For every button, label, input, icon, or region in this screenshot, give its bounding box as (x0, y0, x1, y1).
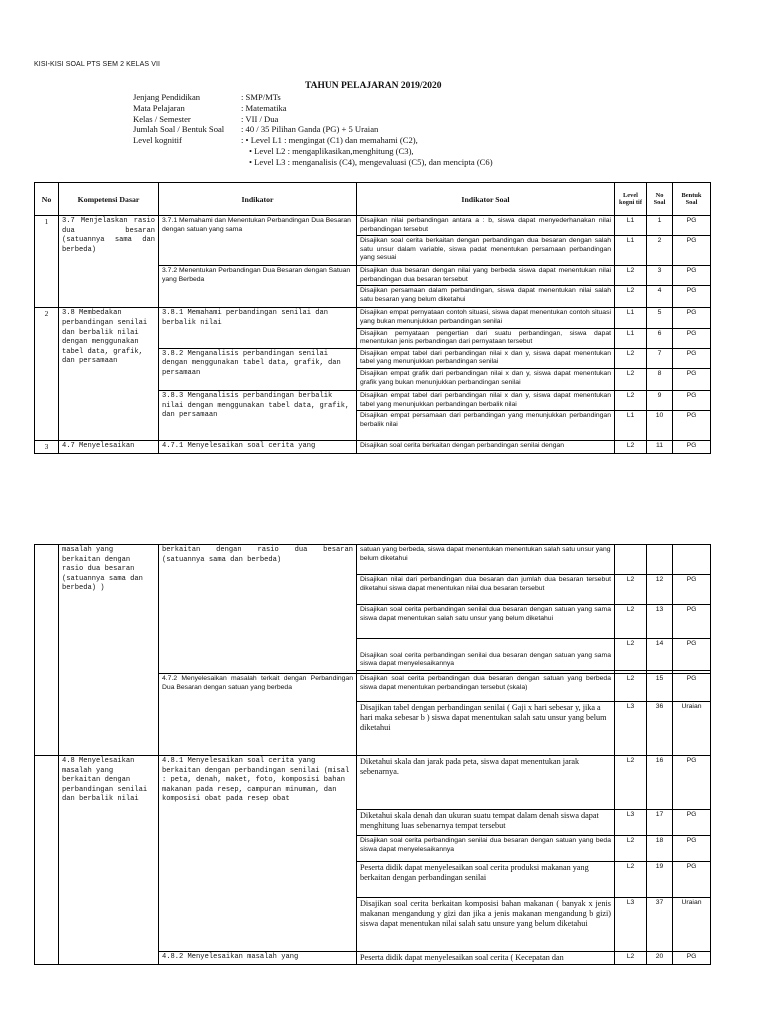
cell-bentuk: PG (673, 575, 711, 605)
cell-bentuk: PG (673, 862, 711, 898)
cell-indikator: 3.7.1 Memahami dan Menentukan Perbandingan Dua Besaran dengan satuan yang sama (159, 216, 357, 266)
cell-no-soal: 5 (647, 308, 673, 328)
cell-no (35, 545, 59, 756)
cell-no-soal: 11 (647, 441, 673, 454)
meta-row: • Level L2 : mengaplikasikan,menghitung (C3), (249, 145, 414, 156)
cell-kd: 3.7 Menjelaskan rasio dua besaran (satuannya sama dan berbeda) (59, 216, 159, 308)
header-indikator: Indikator (159, 183, 357, 216)
cell-indikator-soal: Disajikan soal cerita berkaitan dengan perbandingan dua besaran dengan salah satu unsur dalam variable, siswa padat menentukan persamaan perbandingan yang sesuai (357, 236, 615, 266)
meta-row: Mata Pelajaran : Matematika (133, 102, 287, 113)
cell-bentuk: PG (673, 411, 711, 441)
cell-kd: 4.8 Menyelesaikan masalah yang berkaitan dengan perbandingan senilai dan berbalik nilai (59, 756, 159, 965)
cell-indikator-soal: Disajikan soal cerita berkaitan komposisi bahan makanan ( banyak x jenis makanan mengandung y gizi dan jika a jenis makanan mengandung b gizi) siswa dapat menentukan nilai salah satu unsure yang belum diketahui (357, 898, 615, 952)
cell-bentuk: PG (673, 266, 711, 286)
cell-bentuk: PG (673, 348, 711, 368)
cell-indikator-soal: Diketahui skala dan jarak pada peta, siswa dapat menentukan jarak sebenarnya. (357, 756, 615, 810)
cell-bentuk: PG (673, 952, 711, 965)
cell-no-soal: 7 (647, 348, 673, 368)
cell-no-soal: 13 (647, 605, 673, 639)
cell-level: L1 (615, 328, 647, 348)
cell-kd: 3.8 Membedakan perbandingan senilai dan berbalik nilai dengan menggunakan tabel data, grafik, dan persamaan (59, 308, 159, 441)
cell-bentuk: PG (673, 368, 711, 390)
cell-indikator-soal: Disajikan soal cerita perbandingan senilai dua besaran dengan satuan yang sama siswa dapat menyelesaikannya (357, 639, 615, 671)
cell-level: L2 (615, 639, 647, 671)
cell-no-soal: 17 (647, 810, 673, 836)
cell-indikator-soal: satuan yang berbeda, siswa dapat menentukan menentukan salah satu unsur yang belum diketahui (357, 545, 615, 575)
meta-row: Jumlah Soal / Bentuk Soal : 40 / 35 Pilihan Ganda (PG) + 5 Uraian (133, 124, 379, 135)
cell-bentuk: Uraian (673, 898, 711, 952)
grid-table-page-2 (34, 544, 711, 965)
cell-bentuk: Uraian (673, 702, 711, 756)
cell-level: L2 (615, 605, 647, 639)
cell-indikator: 3.8.3 Menganalisis perbandingan berbalik nilai dengan menggunakan tabel data, grafik, dan persamaan (159, 390, 357, 440)
table-row (35, 756, 711, 810)
cell-indikator: 3.8.1 Memahami perbandingan senilai dan berbalik nilai (159, 308, 357, 348)
cell-no-soal: 4 (647, 286, 673, 308)
cell-no (35, 756, 59, 965)
cell-level: L1 (615, 216, 647, 236)
cell-no-soal: 1 (647, 216, 673, 236)
cell-no-soal: 15 (647, 674, 673, 702)
cell-no-soal (647, 545, 673, 575)
cell-no-soal: 19 (647, 862, 673, 898)
cell-level: L2 (615, 756, 647, 810)
grid-table-page-1 (34, 182, 711, 454)
cell-no-soal: 2 (647, 236, 673, 266)
cell-no: 3 (35, 441, 59, 454)
cell-level: L2 (615, 390, 647, 410)
header-no: No (35, 183, 59, 216)
cell-no-soal: 10 (647, 411, 673, 441)
cell-bentuk: PG (673, 236, 711, 266)
cell-level: L2 (615, 836, 647, 862)
cell-bentuk: PG (673, 390, 711, 410)
cell-indikator-soal: Disajikan pernyataan pengertian dari suatu perbandingan, siswa dapat menentukan jenis perbandingan dari pernyataan tersebut (357, 328, 615, 348)
cell-indikator-soal: Peserta didik dapat menyelesaikan soal cerita ( Kecepatan dan (357, 952, 615, 965)
cell-bentuk: PG (673, 216, 711, 236)
cell-no-soal: 36 (647, 702, 673, 756)
cell-no-soal: 14 (647, 639, 673, 671)
cell-bentuk: PG (673, 308, 711, 328)
cell-bentuk: PG (673, 286, 711, 308)
cell-bentuk: PG (673, 836, 711, 862)
cell-no: 2 (35, 308, 59, 441)
cell-level: L3 (615, 898, 647, 952)
cell-no-soal: 8 (647, 368, 673, 390)
cell-level: L1 (615, 411, 647, 441)
academic-year: TAHUN PELAJARAN 2019/2020 (305, 81, 442, 91)
cell-indikator: 4.8.1 Menyelesaikan soal cerita yang berkaitan dengan perbandingan senilai (misal : peta, denah, maket, foto, komposisi bahan makanan pada resep, campuran minuman, dan komposisi obat pada resep obat (159, 756, 357, 952)
cell-indikator-soal: Disajikan tabel dengan perbandingan senilai ( Gaji x hari sebesar y, jika a hari maka sebesar b ) siswa dapat menentukan salah satu unsur yang belum diketahui (357, 702, 615, 756)
cell-level: L2 (615, 266, 647, 286)
header-level: Level kogni tif (615, 183, 647, 216)
cell-level: L2 (615, 862, 647, 898)
header-bentuk: Bentuk Soal (673, 183, 711, 216)
cell-level: L1 (615, 308, 647, 328)
cell-no-soal: 18 (647, 836, 673, 862)
cell-indikator: 3.8.2 Menganalisis perbandingan senilai dengan menggunakan tabel data, grafik, dan persamaan (159, 348, 357, 390)
cell-no: 1 (35, 216, 59, 308)
cell-level (615, 545, 647, 575)
cell-kd: masalah yang berkaitan dengan rasio dua besaran (satuannya sama dan berbeda) ) (59, 545, 159, 756)
table-row (35, 308, 711, 328)
meta-row: Level kognitif : • Level L1 : mengingat (C1) dan memahami (C2), (133, 135, 418, 146)
cell-level: L1 (615, 236, 647, 266)
cell-indikator-soal: Disajikan empat grafik dari perbandingan nilai x dan y, siswa dapat menentukan grafik yang bukan menunjukkan perbandingan senilai (357, 368, 615, 390)
table-row (35, 216, 711, 236)
header-indikator-soal: Indikator Soal (357, 183, 615, 216)
cell-bentuk: PG (673, 639, 711, 671)
cell-indikator: 4.7.1 Menyelesaikan soal cerita yang (159, 441, 357, 454)
document-title: KISI-KISI SOAL PTS SEM 2 KELAS VII (34, 61, 161, 68)
cell-bentuk: PG (673, 328, 711, 348)
cell-level: L2 (615, 286, 647, 308)
cell-indikator: 4.7.2 Menyelesaikan masalah terkait dengan Perbandingan Dua Besaran dengan satuan yang berbeda (159, 674, 357, 756)
cell-no-soal: 9 (647, 390, 673, 410)
cell-indikator-soal: Disajikan nilai dari perbandingan dua besaran dan jumlah dua besaran tersebut diketahui siswa dapat menentukan nilai dua besaran tersebut (357, 575, 615, 605)
cell-indikator: 4.8.2 Menyelesaikan masalah yang (159, 952, 357, 965)
cell-kd: 4.7 Menyelesaikan (59, 441, 159, 454)
cell-indikator: 3.7.2 Menentukan Perbandingan Dua Besaran dengan Satuan yang Berbeda (159, 266, 357, 308)
table-header-row (35, 183, 711, 216)
meta-row: Kelas / Semester : VII / Dua (133, 113, 279, 124)
cell-indikator-soal: Disajikan soal cerita perbandingan senilai dua besaran dengan satuan yang beda siswa dapat menyelesaikannya (357, 836, 615, 862)
cell-indikator-soal: Disajikan empat tabel dari perbandingan nilai x dan y, siswa dapat menentukan tabel yang menunjukkan perbandingan berbalik nilai (357, 390, 615, 410)
header-no-soal: No Soal (647, 183, 673, 216)
cell-level: L2 (615, 348, 647, 368)
cell-level: L2 (615, 674, 647, 702)
cell-no-soal: 37 (647, 898, 673, 952)
cell-bentuk (673, 545, 711, 575)
cell-indikator-soal: Diketahui skala denah dan ukuran suatu tempat dalam denah siswa dapat menghitung luas sebenarnya tempat tersebut (357, 810, 615, 836)
cell-indikator-soal: Disajikan persamaan dalam perbandingan, siswa dapat menentukan nilai salah satu besaran yang belum diketahui (357, 286, 615, 308)
cell-no-soal: 3 (647, 266, 673, 286)
cell-indikator-soal: Peserta didik dapat menyelesaikan soal cerita produksi makanan yang berkaitan dengan perbandingan senilai (357, 862, 615, 898)
cell-indikator-soal: Disajikan empat pernyataan contoh situasi, siswa dapat menentukan contoh situasi yang bukan menunjukkan perbandingan senilai (357, 308, 615, 328)
cell-level: L2 (615, 575, 647, 605)
cell-indikator-soal: Disajikan dua besaran dengan nilai yang berbeda siswa dapat menentukan nilai perbandingan dua besaran tersebut (357, 266, 615, 286)
cell-no-soal: 12 (647, 575, 673, 605)
cell-indikator-soal: Disajikan empat tabel dari perbandingan nilai x dan y, siswa dapat menentukan tabel yang menunjukkan perbandingan senilai (357, 348, 615, 368)
cell-indikator-soal: Disajikan soal cerita berkaitan dengan perbandingan senilai dengan (357, 441, 615, 454)
cell-no-soal: 20 (647, 952, 673, 965)
document-metadata (133, 92, 493, 168)
cell-indikator-soal: Disajikan nilai perbandingan antara a : b, siswa dapat menyederhanakan nilai perbandingan tersebut (357, 216, 615, 236)
cell-level: L3 (615, 810, 647, 836)
cell-indikator-soal: Disajikan soal cerita perbandingan senilai dua besaran dengan satuan yang sama siswa dapat menentukan salah satu unsur yang belum diketahui (357, 605, 615, 639)
cell-level: L2 (615, 441, 647, 454)
meta-row: • Level L3 : menganalisis (C4), mengevaluasi (C5), dan mencipta (C6) (249, 156, 493, 167)
cell-level: L2 (615, 952, 647, 965)
cell-no-soal: 16 (647, 756, 673, 810)
cell-indikator: berkaitan dengan rasio dua besaran (satuannya sama dan berbeda) (159, 545, 357, 674)
cell-indikator-soal: Disajikan soal cerita perbandingan dua besaran dengan satuan yang berbeda siswa dapat menentukan perbandingan tersebut (skala) (357, 674, 615, 702)
meta-row: Jenjang Pendidikan : SMP/MTs (133, 92, 281, 102)
cell-level: L2 (615, 368, 647, 390)
cell-bentuk: PG (673, 810, 711, 836)
cell-bentuk: PG (673, 756, 711, 810)
table-row (35, 441, 711, 454)
cell-bentuk: PG (673, 674, 711, 702)
cell-level: L3 (615, 702, 647, 756)
cell-no-soal: 6 (647, 328, 673, 348)
cell-bentuk: PG (673, 441, 711, 454)
cell-bentuk: PG (673, 605, 711, 639)
cell-indikator-soal: Disajikan empat persamaan dari perbandingan yang menunjukkan perbandingan berbalik nilai (357, 411, 615, 441)
header-kompetensi: Kompetensi Dasar (59, 183, 159, 216)
table-row (35, 545, 711, 575)
